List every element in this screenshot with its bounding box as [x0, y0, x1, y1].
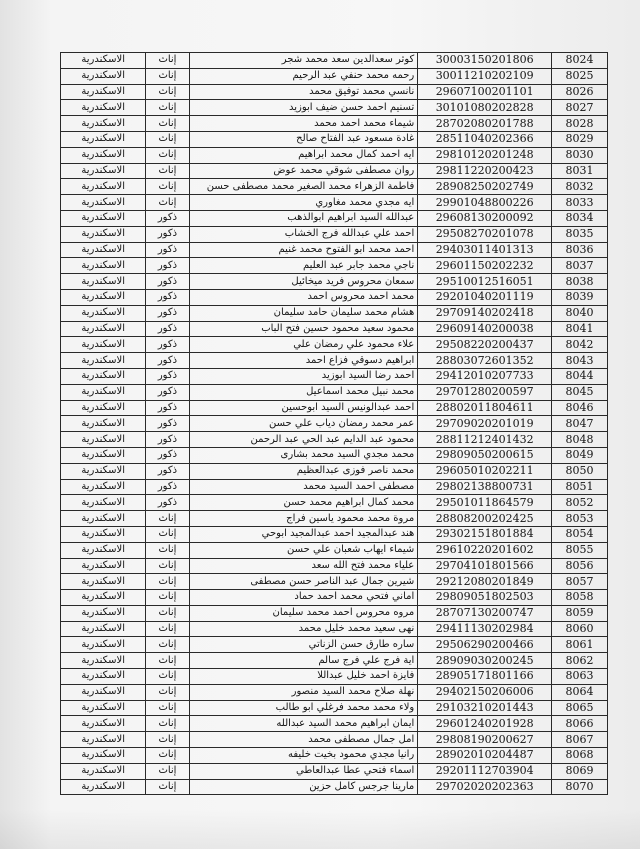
- name-cell: احمد محمد ابو الفتوح محمد غنيم: [189, 242, 418, 258]
- name-cell: مروه محروس احمد محمد سليمان: [189, 605, 418, 621]
- table-row: [61, 289, 608, 305]
- table-row: [61, 526, 608, 542]
- city-cell: الاسكندرية: [61, 495, 146, 511]
- city-cell: الاسكندرية: [61, 621, 146, 637]
- national-id-cell: 29212080201849: [418, 574, 552, 590]
- gender-cell: إناث: [146, 131, 189, 147]
- city-cell: الاسكندرية: [61, 337, 146, 353]
- table-row: [61, 131, 608, 147]
- table-row: [61, 242, 608, 258]
- serial-number-cell: 8051: [552, 479, 608, 495]
- table-row: [61, 463, 608, 479]
- table-row: [61, 84, 608, 100]
- city-cell: الاسكندرية: [61, 416, 146, 432]
- gender-cell: إناث: [146, 605, 189, 621]
- table-row: [61, 384, 608, 400]
- name-cell: نانسي محمد توفيق محمد: [189, 84, 418, 100]
- name-cell: رحمه محمد حنفي عبد الرحيم: [189, 68, 418, 84]
- city-cell: الاسكندرية: [61, 637, 146, 653]
- national-id-cell: 28908250202749: [418, 179, 552, 195]
- serial-number-cell: 8064: [552, 684, 608, 700]
- serial-number-cell: 8068: [552, 748, 608, 764]
- table-row: [61, 147, 608, 163]
- national-id-cell: 29810120201248: [418, 147, 552, 163]
- city-cell: الاسكندرية: [61, 116, 146, 132]
- name-cell: محمد نبيل محمد اسماعيل: [189, 384, 418, 400]
- national-id-cell: 29501011864579: [418, 495, 552, 511]
- serial-number-cell: 8055: [552, 542, 608, 558]
- page-edge-shadow: [0, 809, 640, 849]
- name-cell: سمعان محروس فريد ميخائيل: [189, 274, 418, 290]
- gender-cell: إناث: [146, 53, 189, 69]
- serial-number-cell: 8024: [552, 53, 608, 69]
- national-id-cell: 30011210202109: [418, 68, 552, 84]
- serial-number-cell: 8036: [552, 242, 608, 258]
- table-row: [61, 574, 608, 590]
- gender-cell: إناث: [146, 669, 189, 685]
- serial-number-cell: 8053: [552, 511, 608, 527]
- city-cell: الاسكندرية: [61, 605, 146, 621]
- gender-cell: ذكور: [146, 242, 189, 258]
- city-cell: الاسكندرية: [61, 100, 146, 116]
- gender-cell: إناث: [146, 716, 189, 732]
- city-cell: الاسكندرية: [61, 684, 146, 700]
- serial-number-cell: 8069: [552, 763, 608, 779]
- gender-cell: إناث: [146, 147, 189, 163]
- serial-number-cell: 8035: [552, 226, 608, 242]
- national-id-cell: 29412010207733: [418, 368, 552, 384]
- national-id-cell: 29508220200437: [418, 337, 552, 353]
- serial-number-cell: 8056: [552, 558, 608, 574]
- national-id-cell: 29609140200038: [418, 321, 552, 337]
- name-cell: ابراهيم دسوقي فزاع احمد: [189, 353, 418, 369]
- serial-number-cell: 8043: [552, 353, 608, 369]
- serial-number-cell: 8032: [552, 179, 608, 195]
- name-cell: هشام محمد سليمان حامد سليمان: [189, 305, 418, 321]
- name-cell: كوثر سعدالدين سعد محمد شجر: [189, 53, 418, 69]
- name-cell: علياء محمد فتح الله سعد: [189, 558, 418, 574]
- city-cell: الاسكندرية: [61, 163, 146, 179]
- gender-cell: إناث: [146, 195, 189, 211]
- city-cell: الاسكندرية: [61, 305, 146, 321]
- city-cell: الاسكندرية: [61, 53, 146, 69]
- gender-cell: إناث: [146, 179, 189, 195]
- gender-cell: ذكور: [146, 463, 189, 479]
- table-row: [61, 116, 608, 132]
- name-cell: رانيا مجدي محمود بخيت خليفه: [189, 748, 418, 764]
- national-id-cell: 29605010202211: [418, 463, 552, 479]
- national-id-cell: 29808190200627: [418, 732, 552, 748]
- gender-cell: إناث: [146, 684, 189, 700]
- national-id-cell: 29411130202984: [418, 621, 552, 637]
- national-id-cell: 29607100201101: [418, 84, 552, 100]
- roster-table-body: [61, 53, 608, 795]
- name-cell: مروة محمد محمود ياسين فراج: [189, 511, 418, 527]
- table-row: [61, 637, 608, 653]
- name-cell: روان مصطفى شوقي محمد عوض: [189, 163, 418, 179]
- national-id-cell: 29701280200597: [418, 384, 552, 400]
- serial-number-cell: 8037: [552, 258, 608, 274]
- name-cell: علاء محمود علي رمضان علي: [189, 337, 418, 353]
- name-cell: شيماء ايهاب شعبان علي حسن: [189, 542, 418, 558]
- serial-number-cell: 8031: [552, 163, 608, 179]
- national-id-cell: 30003150201806: [418, 53, 552, 69]
- national-id-cell: 29103210201443: [418, 700, 552, 716]
- gender-cell: إناث: [146, 637, 189, 653]
- gender-cell: ذكور: [146, 400, 189, 416]
- gender-cell: ذكور: [146, 416, 189, 432]
- serial-number-cell: 8059: [552, 605, 608, 621]
- national-id-cell: 29802138800731: [418, 479, 552, 495]
- table-row: [61, 337, 608, 353]
- national-id-cell: 29608130200092: [418, 210, 552, 226]
- national-id-cell: 28702080201788: [418, 116, 552, 132]
- name-cell: ايه احمد كمال محمد ابراهيم: [189, 147, 418, 163]
- serial-number-cell: 8038: [552, 274, 608, 290]
- table-row: [61, 779, 608, 795]
- city-cell: الاسكندرية: [61, 653, 146, 669]
- name-cell: عبدالله السيد ابراهيم ابوالذهب: [189, 210, 418, 226]
- table-row: [61, 558, 608, 574]
- table-row: [61, 68, 608, 84]
- national-id-cell: 29201040201119: [418, 289, 552, 305]
- serial-number-cell: 8054: [552, 526, 608, 542]
- city-cell: الاسكندرية: [61, 84, 146, 100]
- name-cell: فايزة احمد خليل عبداللا: [189, 669, 418, 685]
- national-id-cell: 29601240201928: [418, 716, 552, 732]
- national-id-cell: 29811220200423: [418, 163, 552, 179]
- city-cell: الاسكندرية: [61, 321, 146, 337]
- city-cell: الاسكندرية: [61, 463, 146, 479]
- national-id-cell: 28902010204487: [418, 748, 552, 764]
- serial-number-cell: 8048: [552, 432, 608, 448]
- name-cell: احمد عبدالونيس السيد ابوحسين: [189, 400, 418, 416]
- national-id-cell: 29709140202418: [418, 305, 552, 321]
- gender-cell: ذكور: [146, 289, 189, 305]
- serial-number-cell: 8047: [552, 416, 608, 432]
- table-row: [61, 447, 608, 463]
- gender-cell: ذكور: [146, 353, 189, 369]
- gender-cell: ذكور: [146, 368, 189, 384]
- table-row: [61, 100, 608, 116]
- city-cell: الاسكندرية: [61, 432, 146, 448]
- gender-cell: إناث: [146, 732, 189, 748]
- city-cell: الاسكندرية: [61, 400, 146, 416]
- table-row: [61, 479, 608, 495]
- national-id-cell: 29508270201078: [418, 226, 552, 242]
- serial-number-cell: 8061: [552, 637, 608, 653]
- name-cell: شيرين جمال عبد الناصر حسن مصطفى: [189, 574, 418, 590]
- city-cell: الاسكندرية: [61, 669, 146, 685]
- national-id-cell: 29610220201602: [418, 542, 552, 558]
- gender-cell: ذكور: [146, 321, 189, 337]
- national-id-cell: 28707130200747: [418, 605, 552, 621]
- national-id-cell: 29901048800226: [418, 195, 552, 211]
- table-row: [61, 179, 608, 195]
- national-id-cell: 29402150206006: [418, 684, 552, 700]
- national-id-cell: 28802011804611: [418, 400, 552, 416]
- gender-cell: إناث: [146, 763, 189, 779]
- city-cell: الاسكندرية: [61, 590, 146, 606]
- name-cell: ناجي محمد جابر عبد العليم: [189, 258, 418, 274]
- name-cell: محمد مجدي السيد محمد بشارى: [189, 447, 418, 463]
- city-cell: الاسكندرية: [61, 68, 146, 84]
- national-id-cell: 28811212401432: [418, 432, 552, 448]
- city-cell: الاسكندرية: [61, 447, 146, 463]
- serial-number-cell: 8027: [552, 100, 608, 116]
- serial-number-cell: 8034: [552, 210, 608, 226]
- name-cell: محمد احمد محروس احمد: [189, 289, 418, 305]
- serial-number-cell: 8044: [552, 368, 608, 384]
- city-cell: الاسكندرية: [61, 779, 146, 795]
- gender-cell: إناث: [146, 511, 189, 527]
- national-id-cell: 29302151801884: [418, 526, 552, 542]
- city-cell: الاسكندرية: [61, 274, 146, 290]
- national-id-cell: 29809051802503: [418, 590, 552, 606]
- name-cell: شيماء محمد احمد محمد: [189, 116, 418, 132]
- serial-number-cell: 8042: [552, 337, 608, 353]
- national-id-cell: 29702020202363: [418, 779, 552, 795]
- gender-cell: إناث: [146, 542, 189, 558]
- name-cell: احمد علي عبدالله فرج الخشاب: [189, 226, 418, 242]
- national-id-cell: 28511040202366: [418, 131, 552, 147]
- city-cell: الاسكندرية: [61, 210, 146, 226]
- serial-number-cell: 8026: [552, 84, 608, 100]
- table-row: [61, 416, 608, 432]
- national-id-cell: 28803072601352: [418, 353, 552, 369]
- city-cell: الاسكندرية: [61, 179, 146, 195]
- table-row: [61, 605, 608, 621]
- table-row: [61, 511, 608, 527]
- table-row: [61, 274, 608, 290]
- national-id-cell: 29506290200466: [418, 637, 552, 653]
- name-cell: ساره طارق حسن الزناتي: [189, 637, 418, 653]
- table-row: [61, 748, 608, 764]
- table-row: [61, 53, 608, 69]
- gender-cell: ذكور: [146, 337, 189, 353]
- gender-cell: إناث: [146, 748, 189, 764]
- national-id-cell: 29201112703904: [418, 763, 552, 779]
- gender-cell: إناث: [146, 590, 189, 606]
- name-cell: فاطمة الزهراء محمد الصغير محمد مصطفى حسن: [189, 179, 418, 195]
- name-cell: ايمان ابراهيم محمد السيد عبدالله: [189, 716, 418, 732]
- gender-cell: ذكور: [146, 305, 189, 321]
- city-cell: الاسكندرية: [61, 479, 146, 495]
- table-row: [61, 653, 608, 669]
- city-cell: الاسكندرية: [61, 748, 146, 764]
- name-cell: مارينا جرجس كامل حزين: [189, 779, 418, 795]
- city-cell: الاسكندرية: [61, 716, 146, 732]
- serial-number-cell: 8052: [552, 495, 608, 511]
- serial-number-cell: 8030: [552, 147, 608, 163]
- gender-cell: إناث: [146, 163, 189, 179]
- table-row: [61, 321, 608, 337]
- name-cell: ولاء محمد محمد فرغلي ابو طالب: [189, 700, 418, 716]
- serial-number-cell: 8050: [552, 463, 608, 479]
- name-cell: مصطفى احمد السيد محمد: [189, 479, 418, 495]
- gender-cell: ذكور: [146, 226, 189, 242]
- city-cell: الاسكندرية: [61, 763, 146, 779]
- name-cell: محمود سعيد محمود حسين فتح الباب: [189, 321, 418, 337]
- gender-cell: ذكور: [146, 432, 189, 448]
- serial-number-cell: 8062: [552, 653, 608, 669]
- serial-number-cell: 8066: [552, 716, 608, 732]
- name-cell: ايه مجدي محمد مغاوري: [189, 195, 418, 211]
- table-row: [61, 763, 608, 779]
- gender-cell: ذكور: [146, 479, 189, 495]
- gender-cell: ذكور: [146, 274, 189, 290]
- table-row: [61, 495, 608, 511]
- national-id-cell: 29704101801566: [418, 558, 552, 574]
- city-cell: الاسكندرية: [61, 368, 146, 384]
- national-id-cell: 29601150202232: [418, 258, 552, 274]
- table-row: [61, 432, 608, 448]
- city-cell: الاسكندرية: [61, 147, 146, 163]
- city-cell: الاسكندرية: [61, 289, 146, 305]
- city-cell: الاسكندرية: [61, 226, 146, 242]
- roster-sheet: [60, 52, 620, 795]
- gender-cell: إناث: [146, 526, 189, 542]
- gender-cell: ذكور: [146, 447, 189, 463]
- gender-cell: ذكور: [146, 495, 189, 511]
- city-cell: الاسكندرية: [61, 131, 146, 147]
- serial-number-cell: 8041: [552, 321, 608, 337]
- national-id-cell: 28905171801166: [418, 669, 552, 685]
- table-row: [61, 305, 608, 321]
- name-cell: احمد رضا السيد ابوزيد: [189, 368, 418, 384]
- table-row: [61, 163, 608, 179]
- national-id-cell: 28808200202425: [418, 511, 552, 527]
- name-cell: محمد كمال ابراهيم محمد حسن: [189, 495, 418, 511]
- name-cell: هند عبدالمجيد احمد عبدالمجيد ابوحي: [189, 526, 418, 542]
- name-cell: اية فرج علي فرج سالم: [189, 653, 418, 669]
- national-id-cell: 29709020201019: [418, 416, 552, 432]
- city-cell: الاسكندرية: [61, 732, 146, 748]
- table-row: [61, 226, 608, 242]
- gender-cell: إناث: [146, 558, 189, 574]
- table-row: [61, 400, 608, 416]
- national-id-cell: 29403011401313: [418, 242, 552, 258]
- name-cell: اسماء فتحي عطا عبدالعاطي: [189, 763, 418, 779]
- city-cell: الاسكندرية: [61, 511, 146, 527]
- table-row: [61, 542, 608, 558]
- national-id-cell: 28909030200245: [418, 653, 552, 669]
- name-cell: غادة مسعود عبد الفتاح صالح: [189, 131, 418, 147]
- serial-number-cell: 8033: [552, 195, 608, 211]
- national-id-cell: 29809050200615: [418, 447, 552, 463]
- name-cell: محمود عبد الدايم عبد الحي عبد الرحمن: [189, 432, 418, 448]
- national-id-cell: 29510012516051: [418, 274, 552, 290]
- serial-number-cell: 8045: [552, 384, 608, 400]
- serial-number-cell: 8067: [552, 732, 608, 748]
- table-row: [61, 669, 608, 685]
- city-cell: الاسكندرية: [61, 195, 146, 211]
- name-cell: عمر محمد رمضان دياب علي حسن: [189, 416, 418, 432]
- serial-number-cell: 8028: [552, 116, 608, 132]
- city-cell: الاسكندرية: [61, 258, 146, 274]
- gender-cell: إناث: [146, 779, 189, 795]
- gender-cell: إناث: [146, 653, 189, 669]
- gender-cell: ذكور: [146, 210, 189, 226]
- serial-number-cell: 8058: [552, 590, 608, 606]
- city-cell: الاسكندرية: [61, 242, 146, 258]
- city-cell: الاسكندرية: [61, 384, 146, 400]
- table-row: [61, 258, 608, 274]
- gender-cell: إناث: [146, 621, 189, 637]
- name-cell: نهى سعيد محمد خليل محمد: [189, 621, 418, 637]
- roster-table: [60, 52, 608, 795]
- serial-number-cell: 8040: [552, 305, 608, 321]
- name-cell: امل جمال مصطفى محمد: [189, 732, 418, 748]
- gender-cell: إناث: [146, 100, 189, 116]
- name-cell: نهلة صلاح محمد السيد منصور: [189, 684, 418, 700]
- gender-cell: إناث: [146, 574, 189, 590]
- serial-number-cell: 8057: [552, 574, 608, 590]
- table-row: [61, 716, 608, 732]
- name-cell: اماني فتحي محمد احمد حماد: [189, 590, 418, 606]
- serial-number-cell: 8070: [552, 779, 608, 795]
- serial-number-cell: 8046: [552, 400, 608, 416]
- table-row: [61, 210, 608, 226]
- table-row: [61, 621, 608, 637]
- table-row: [61, 732, 608, 748]
- gender-cell: إناث: [146, 84, 189, 100]
- serial-number-cell: 8060: [552, 621, 608, 637]
- table-row: [61, 590, 608, 606]
- table-row: [61, 368, 608, 384]
- city-cell: الاسكندرية: [61, 574, 146, 590]
- serial-number-cell: 8065: [552, 700, 608, 716]
- serial-number-cell: 8025: [552, 68, 608, 84]
- serial-number-cell: 8039: [552, 289, 608, 305]
- gender-cell: إناث: [146, 116, 189, 132]
- table-row: [61, 195, 608, 211]
- gender-cell: ذكور: [146, 258, 189, 274]
- serial-number-cell: 8029: [552, 131, 608, 147]
- city-cell: الاسكندرية: [61, 526, 146, 542]
- city-cell: الاسكندرية: [61, 558, 146, 574]
- serial-number-cell: 8063: [552, 669, 608, 685]
- table-row: [61, 684, 608, 700]
- gender-cell: إناث: [146, 68, 189, 84]
- city-cell: الاسكندرية: [61, 700, 146, 716]
- national-id-cell: 30101080202828: [418, 100, 552, 116]
- gender-cell: إناث: [146, 700, 189, 716]
- table-row: [61, 700, 608, 716]
- serial-number-cell: 8049: [552, 447, 608, 463]
- city-cell: الاسكندرية: [61, 353, 146, 369]
- table-row: [61, 353, 608, 369]
- name-cell: محمد ناصر فوزى عبدالعظيم: [189, 463, 418, 479]
- gender-cell: ذكور: [146, 384, 189, 400]
- name-cell: تسنيم احمد حسن ضيف ابوزيد: [189, 100, 418, 116]
- city-cell: الاسكندرية: [61, 542, 146, 558]
